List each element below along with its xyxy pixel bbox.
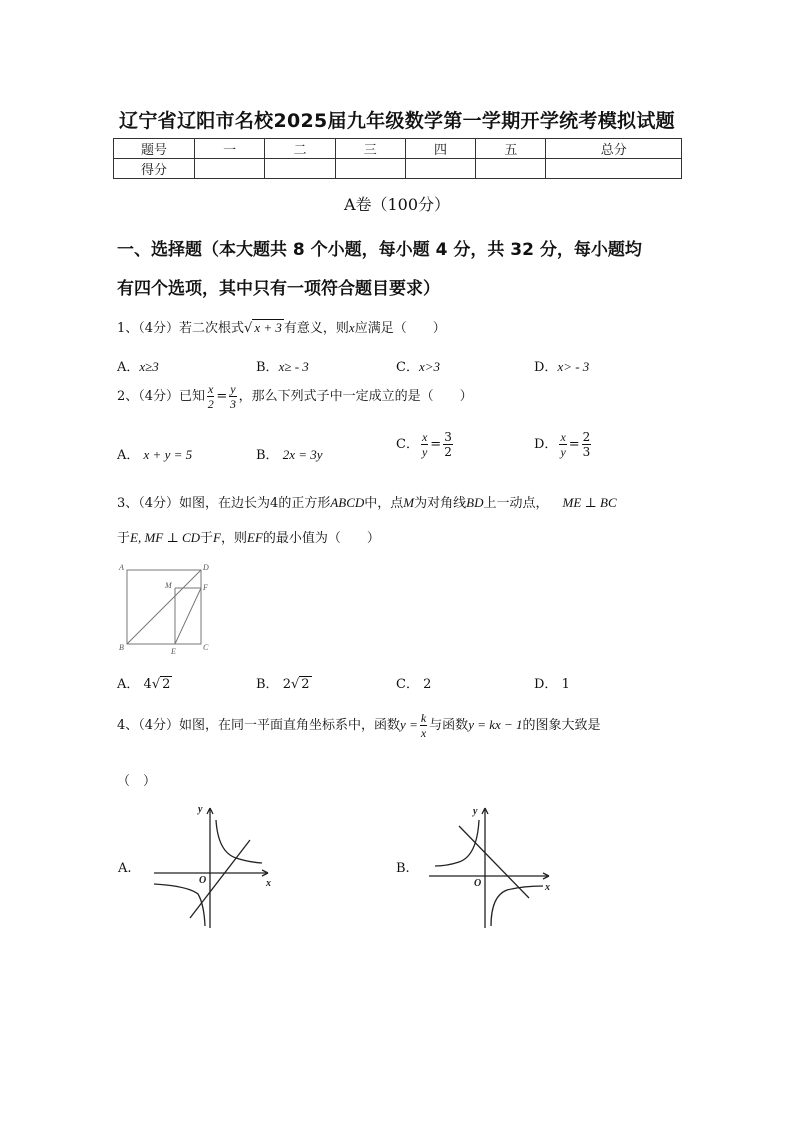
frac-num: x [421, 430, 428, 444]
label-c: C [203, 643, 209, 652]
option-label: C． [396, 437, 419, 452]
q3-option-c[interactable] [396, 673, 431, 692]
hyperbola-branch-q2 [435, 820, 479, 866]
frac-den: 3 [229, 397, 236, 411]
option-text: 1 [561, 677, 570, 692]
graph-b [425, 800, 560, 930]
q3-math: EF [247, 530, 263, 545]
q1-prefix: 1、（4分）若二次根式 [117, 321, 245, 336]
square-figure [115, 560, 215, 656]
q3-text: 于 [117, 531, 131, 546]
table-cell: 题号 [114, 139, 195, 159]
score-input-cell[interactable] [265, 159, 335, 179]
y-axis-label: y [473, 806, 478, 817]
frac-num: 3 [444, 430, 452, 444]
option-radicand: 2 [301, 677, 310, 692]
option-text: x + y = 5 [143, 447, 193, 462]
part1-heading-line2: 有四个选项，其中只有一项符合题目要求） [117, 279, 440, 299]
diagonal-bd [127, 570, 201, 644]
q3-text: 3、（4分）如图，在边长为4的正方形 [117, 496, 331, 511]
table-row [114, 139, 682, 159]
q4-math: y = [400, 717, 418, 732]
y-axis-label: y [198, 804, 203, 815]
option-text: x≥ - 3 [278, 359, 309, 374]
option-equals: = [568, 437, 580, 452]
q4-math: y = kx − 1 [468, 717, 523, 732]
q3-text: 的最小值为（ ） [262, 531, 380, 546]
q1-option-a[interactable] [117, 356, 159, 375]
option-text: 2x = 3y [282, 447, 323, 462]
table-cell: 一 [195, 139, 265, 159]
table-cell: 三 [335, 139, 405, 159]
option-coef: 2 [282, 677, 291, 692]
question-1 [117, 317, 446, 336]
q4-text: 的图象大致是 [522, 718, 601, 733]
hyperbola-branch-q1 [216, 820, 262, 863]
frac-den: 2 [207, 397, 214, 411]
q3-math: M [403, 495, 415, 510]
table-cell: 二 [265, 139, 335, 159]
option-text: x≥3 [139, 359, 159, 374]
q4-text: 与函数 [429, 718, 469, 733]
frac-den: 3 [582, 445, 591, 459]
sqrt-sign: √ [151, 677, 161, 692]
q3-option-d[interactable] [534, 673, 570, 692]
frac-num: k [420, 711, 427, 725]
table-cell: 总分 [546, 139, 682, 159]
q3-math: E, MF ⊥ CD [130, 530, 201, 545]
q2-option-d[interactable] [534, 431, 593, 458]
q2-prefix: 2、（4分）已知 [117, 389, 206, 404]
q4-paren: （ ） [117, 774, 157, 789]
q3-option-b[interactable] [256, 673, 312, 692]
option-label: D． [534, 677, 558, 692]
label-a: A [119, 563, 124, 572]
option-label: C． [396, 360, 419, 375]
table-row [114, 159, 682, 179]
page-title: 辽宁省辽阳市名校2025届九年级数学第一学期开学统考模拟试题 [119, 110, 675, 132]
table-cell: 得分 [114, 159, 195, 179]
segment-ef [175, 588, 201, 644]
option-label: A． [117, 448, 140, 463]
q4-option-a[interactable]: A. [118, 861, 132, 876]
section-a-heading: A卷（100分） [343, 195, 451, 214]
q2-option-c[interactable] [396, 431, 455, 458]
q4-option-b[interactable]: B. [396, 861, 410, 876]
q4-frac [420, 712, 427, 739]
frac-den: 2 [444, 445, 452, 459]
frac-num: x [560, 430, 566, 444]
q2-option-a[interactable] [117, 444, 192, 463]
q3-text: 于 [200, 531, 214, 546]
score-input-cell[interactable] [546, 159, 682, 179]
q3-option-a[interactable] [117, 673, 172, 692]
q3-math: ME ⊥ BC [562, 495, 617, 510]
q2-equals: = [216, 389, 228, 404]
option-label: A． [117, 360, 140, 375]
table-cell: 四 [405, 139, 475, 159]
question-3-line2 [117, 527, 380, 546]
graph-a [150, 800, 280, 930]
score-input-cell[interactable] [405, 159, 475, 179]
option-label: C． [396, 677, 419, 692]
q2-option-b[interactable] [256, 444, 323, 463]
option-text: 2 [423, 677, 432, 692]
q3-text: ，则 [220, 531, 247, 546]
option-radicand: 2 [162, 677, 171, 692]
x-axis-label: x [545, 882, 550, 893]
q1-suffix-a: 有意义，则 [283, 321, 349, 336]
frac-den: x [420, 726, 427, 740]
x-axis-label: x [266, 878, 271, 889]
q3-text: 为对角线 [414, 496, 467, 511]
frac-num: 2 [582, 430, 591, 444]
q3-text: 上一动点， [483, 496, 549, 511]
q1-var: x [348, 320, 355, 335]
option-text: x> - 3 [557, 359, 590, 374]
line-graph [459, 826, 529, 898]
q2-frac-right [229, 383, 236, 410]
q1-radicand: x + 3 [254, 320, 282, 335]
q3-math: BD [466, 495, 484, 510]
table-cell: 五 [476, 139, 546, 159]
option-frac [559, 431, 566, 458]
q1-option-b[interactable] [256, 356, 309, 375]
part1-heading-line1: 一、选择题（本大题共 8 个小题，每小题 4 分，共 32 分，每小题均 [117, 240, 642, 260]
option-frac [582, 431, 592, 458]
frac-den: y [560, 445, 566, 459]
q1-option-d[interactable] [534, 356, 589, 375]
sqrt-sign: √ [290, 677, 300, 692]
option-frac [421, 431, 428, 458]
frac-num: x [208, 382, 214, 396]
option-frac [443, 431, 453, 458]
question-2 [117, 383, 473, 410]
option-label: D． [534, 437, 558, 452]
q2-frac-left [207, 383, 214, 410]
q4-text: 4、（4分）如图，在同一平面直角坐标系中，函数 [117, 718, 401, 733]
option-equals: = [430, 437, 442, 452]
option-label: B． [256, 360, 279, 375]
origin-label: O [199, 875, 207, 886]
hyperbola-branch-q4 [491, 886, 543, 926]
q1-option-c[interactable] [396, 356, 440, 375]
hyperbola-branch-q3 [154, 884, 205, 926]
q3-math: F [213, 530, 221, 545]
option-label: D． [534, 360, 558, 375]
frac-den: y [421, 445, 428, 459]
q3-math: ABCD [330, 495, 365, 510]
frac-num: y [230, 382, 236, 396]
option-coef: 4 [143, 677, 152, 692]
option-label: B． [256, 448, 279, 463]
score-input-cell[interactable] [476, 159, 546, 179]
origin-label: O [474, 878, 482, 889]
label-m: M [165, 581, 172, 590]
sqrt-sign: √ [244, 321, 253, 336]
question-4 [117, 712, 601, 739]
q3-text: 中，点 [364, 496, 404, 511]
score-table [113, 138, 682, 179]
question-3-line1 [117, 492, 617, 511]
score-input-cell[interactable] [335, 159, 405, 179]
q2-suffix: ，那么下列式子中一定成立的是（ ） [238, 389, 473, 404]
option-label: B． [256, 677, 279, 692]
label-f: F [203, 583, 208, 592]
label-b: B [119, 643, 124, 652]
label-e: E [171, 647, 176, 656]
label-d: D [203, 563, 209, 572]
option-text: x>3 [418, 359, 440, 374]
q1-suffix-b: 应满足（ ） [354, 321, 446, 336]
option-label: A． [117, 677, 140, 692]
score-input-cell[interactable] [195, 159, 265, 179]
